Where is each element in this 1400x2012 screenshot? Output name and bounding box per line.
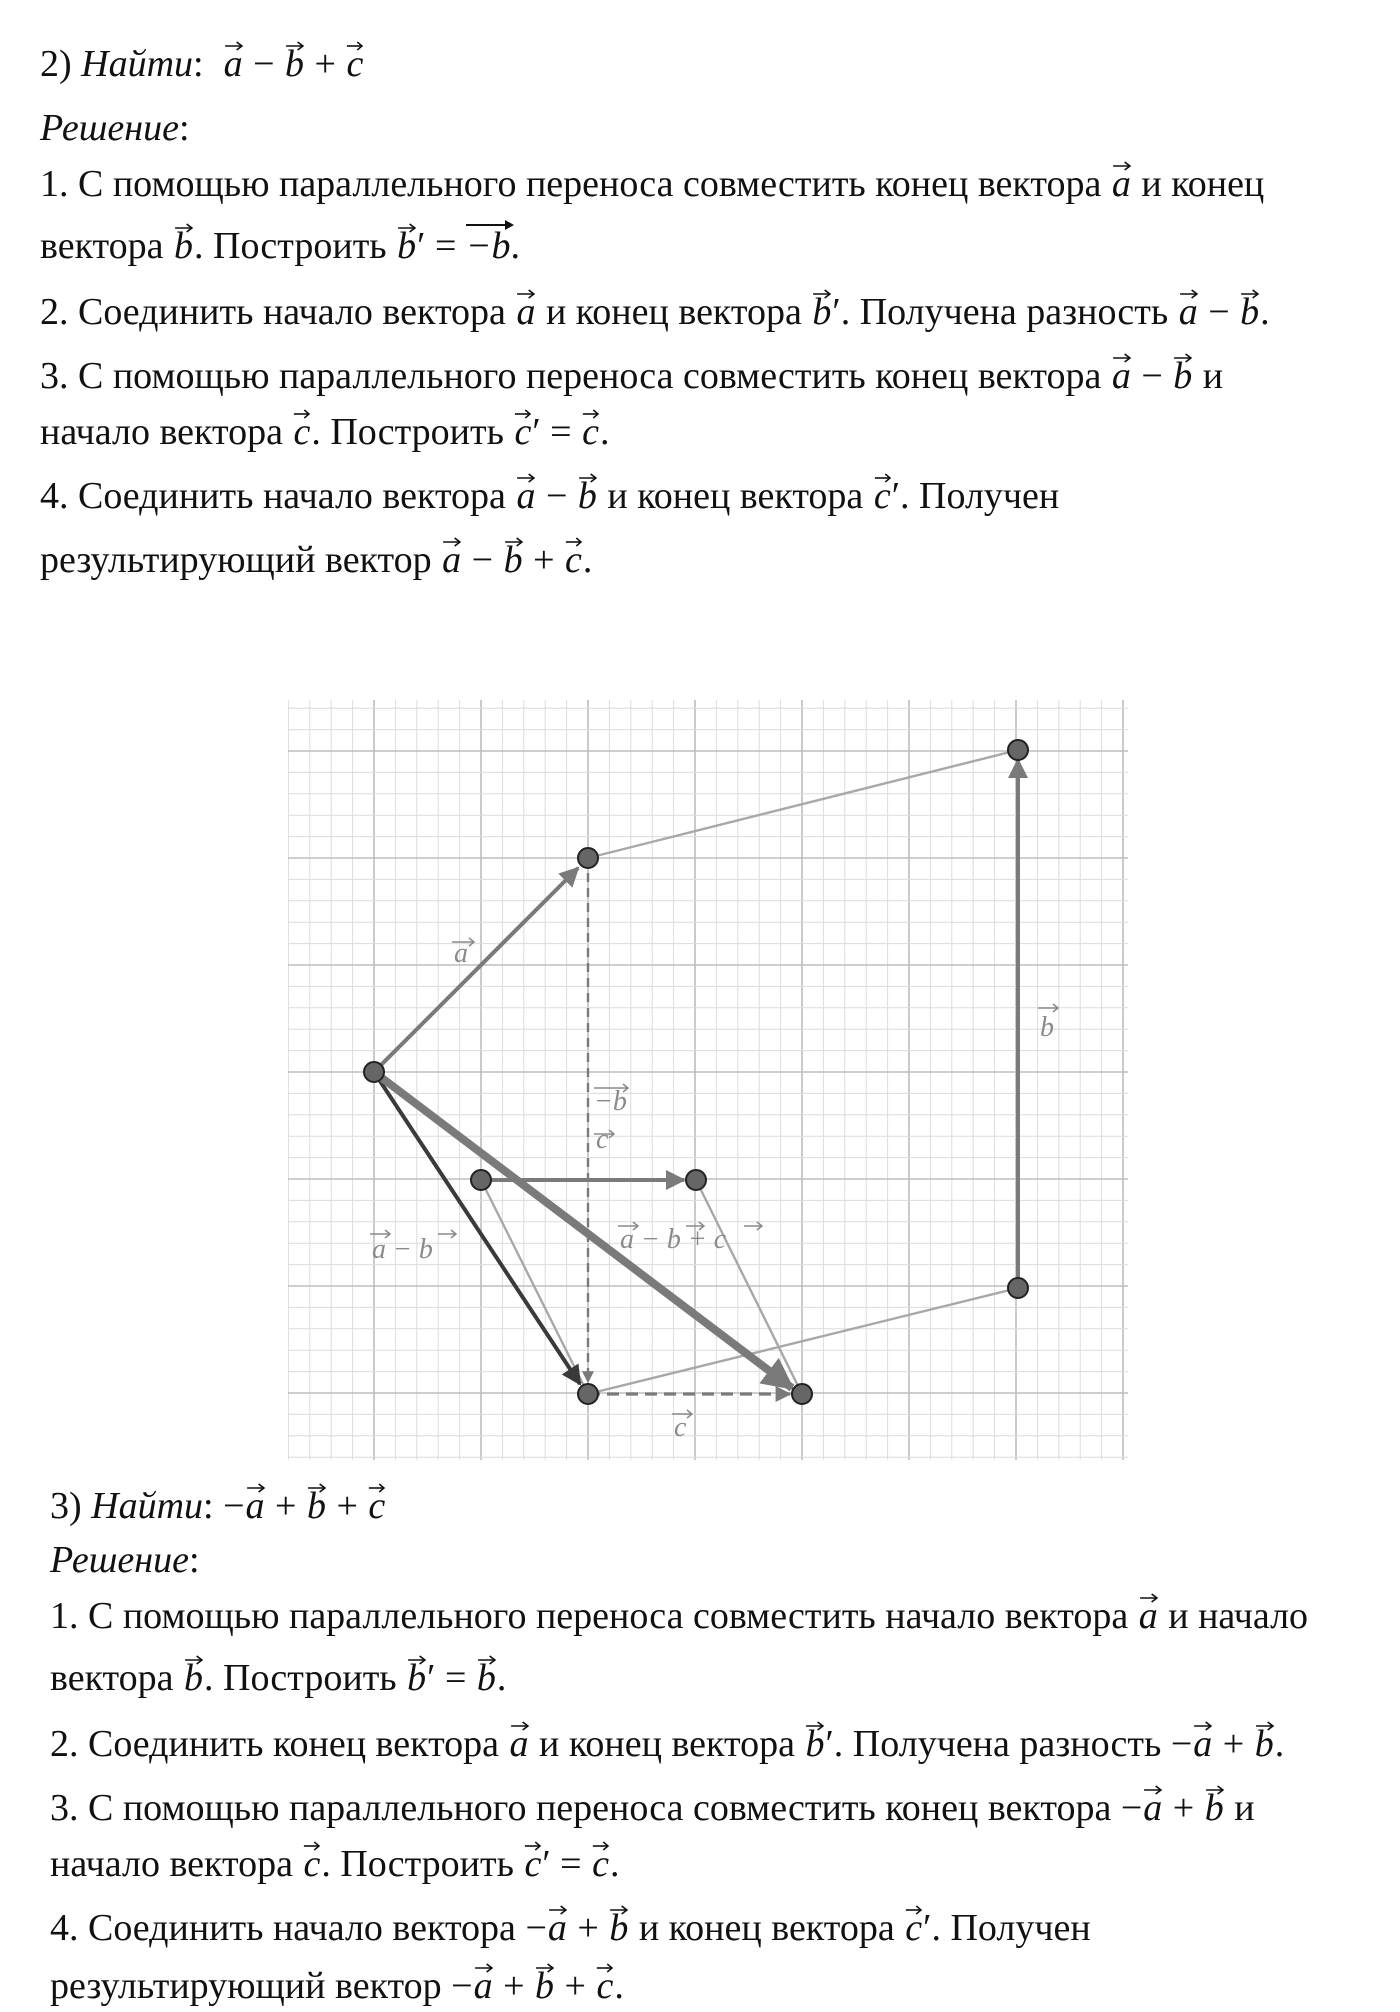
section-2-heading: 2) Найти: a − b + c: [40, 40, 364, 88]
vec-b: b: [577, 475, 597, 517]
section-2-step-3-line-2: начало вектора c. Построить c′ = c.: [40, 408, 609, 456]
section-3-step-2: 2. Соединить конец вектора a и конец вектора b′. Получена разность − a + b.: [50, 1720, 1284, 1768]
vec-c: c: [293, 411, 311, 453]
section-3-step-4-line-1: 4. Соединить начало вектора − a + b и конец вектора c′. Получен: [50, 1904, 1091, 1952]
section-3-step-1-line-2: вектора b. Построить b′ = b.: [50, 1654, 506, 1702]
point: [364, 1062, 384, 1082]
label-a-minus-b: a − b: [372, 1234, 433, 1265]
point: [1008, 1278, 1028, 1298]
vec-b-prime: b: [812, 291, 832, 333]
label-neg-b: −b: [594, 1086, 627, 1117]
section-3-step-3-line-1: 3. С помощью параллельного переноса совместить конец вектора − a + b и: [50, 1784, 1255, 1832]
vec-c: c: [303, 1843, 321, 1885]
label-a: a: [454, 938, 468, 969]
vec-c: c: [596, 1965, 614, 2007]
vec-c: c: [565, 539, 582, 581]
vec-b: b: [535, 1965, 555, 2007]
section-2-step-1-line-2: вектора b. Построить b′ = −b.: [40, 222, 520, 270]
vec-c-prime: c: [524, 1843, 542, 1885]
vector-diagram-svg: [288, 700, 1128, 1460]
section-3-solution-label: Решение:: [50, 1539, 200, 1581]
label-c: c: [596, 1124, 609, 1155]
section-3-heading: 3) Найти: − a + b + c: [50, 1482, 386, 1530]
point: [578, 848, 598, 868]
vec-b: b: [174, 225, 194, 267]
label-b: b: [1040, 1012, 1054, 1043]
vec-c-prime: c: [873, 475, 891, 517]
vec-b-prime: b: [407, 1657, 427, 1699]
vec-b: b: [1204, 1787, 1224, 1829]
label-result: a − b + c: [620, 1224, 727, 1255]
vec-b: b: [1240, 291, 1260, 333]
vec-a: a: [1111, 163, 1131, 205]
vec-b: b: [285, 43, 305, 85]
section-3-step-3-line-2: начало вектора c. Построить c′ = c.: [50, 1840, 619, 1888]
label-c-prime: c: [674, 1412, 687, 1443]
vec-a: a: [1178, 291, 1198, 333]
vec-a: a: [547, 1907, 567, 1949]
section-2-step-1-line-1: 1. С помощью параллельного переноса совместить конец вектора a и конец: [40, 160, 1264, 208]
grid: [288, 700, 1128, 1460]
section-2-step-4-line-2: результирующий вектор a − b + c.: [40, 536, 592, 584]
vec-a: a: [223, 43, 243, 85]
point: [686, 1170, 706, 1190]
line-c-end-to-result-end: [696, 1180, 802, 1394]
vec-a: a: [1111, 355, 1131, 397]
section-2-step-2: 2. Соединить начало вектора a и конец вектора b′. Получена разность a − b.: [40, 288, 1270, 336]
vec-a: a: [516, 291, 536, 333]
vec-b-prime: b: [805, 1723, 825, 1765]
vec-b: b: [609, 1907, 629, 1949]
point: [578, 1384, 598, 1404]
vec-neg-b: −b: [465, 225, 511, 267]
vector-result: [374, 1072, 792, 1388]
vec-c-prime: c: [905, 1907, 923, 1949]
vec-b: b: [1254, 1723, 1274, 1765]
line-c-start-to-a-minus-b-end: [481, 1180, 588, 1394]
vec-c: c: [346, 43, 364, 85]
vector-diagram: [288, 700, 1128, 1460]
vec-a: a: [1193, 1723, 1213, 1765]
point: [792, 1384, 812, 1404]
vec-b: b: [503, 539, 523, 581]
section-2-step-4-line-1: 4. Соединить начало вектора a − b и конец вектора c′. Получен: [40, 472, 1059, 520]
point: [471, 1170, 491, 1190]
vec-b: b: [184, 1657, 204, 1699]
vec-a: a: [1138, 1595, 1158, 1637]
vec-a: a: [473, 1965, 493, 2007]
section-3-step-4-line-2: результирующий вектор − a + b + c.: [50, 1962, 624, 2010]
vec-c-prime: c: [514, 411, 532, 453]
vec-c: c: [592, 1843, 609, 1885]
vector-a: [374, 868, 578, 1072]
vec-c: c: [368, 1485, 386, 1527]
vec-b: b: [476, 1657, 496, 1699]
vec-a: a: [245, 1485, 265, 1527]
vec-a: a: [509, 1723, 529, 1765]
vec-a: a: [516, 475, 536, 517]
vec-b: b: [1173, 355, 1193, 397]
vec-a: a: [1143, 1787, 1163, 1829]
vec-b: b: [306, 1485, 326, 1527]
section-3-step-1-line-1: 1. С помощью параллельного переноса совместить начало вектора a и начало: [50, 1592, 1308, 1640]
vec-b-prime: b: [397, 225, 417, 267]
vec-c: c: [582, 411, 599, 453]
vector-a-minus-b: [374, 1072, 580, 1384]
point: [1008, 740, 1028, 760]
vec-a: a: [442, 539, 462, 581]
section-2-step-3-line-1: 3. С помощью параллельного переноса совместить конец вектора a − b и: [40, 352, 1223, 400]
section-2-solution-label: Решение:: [40, 107, 190, 149]
